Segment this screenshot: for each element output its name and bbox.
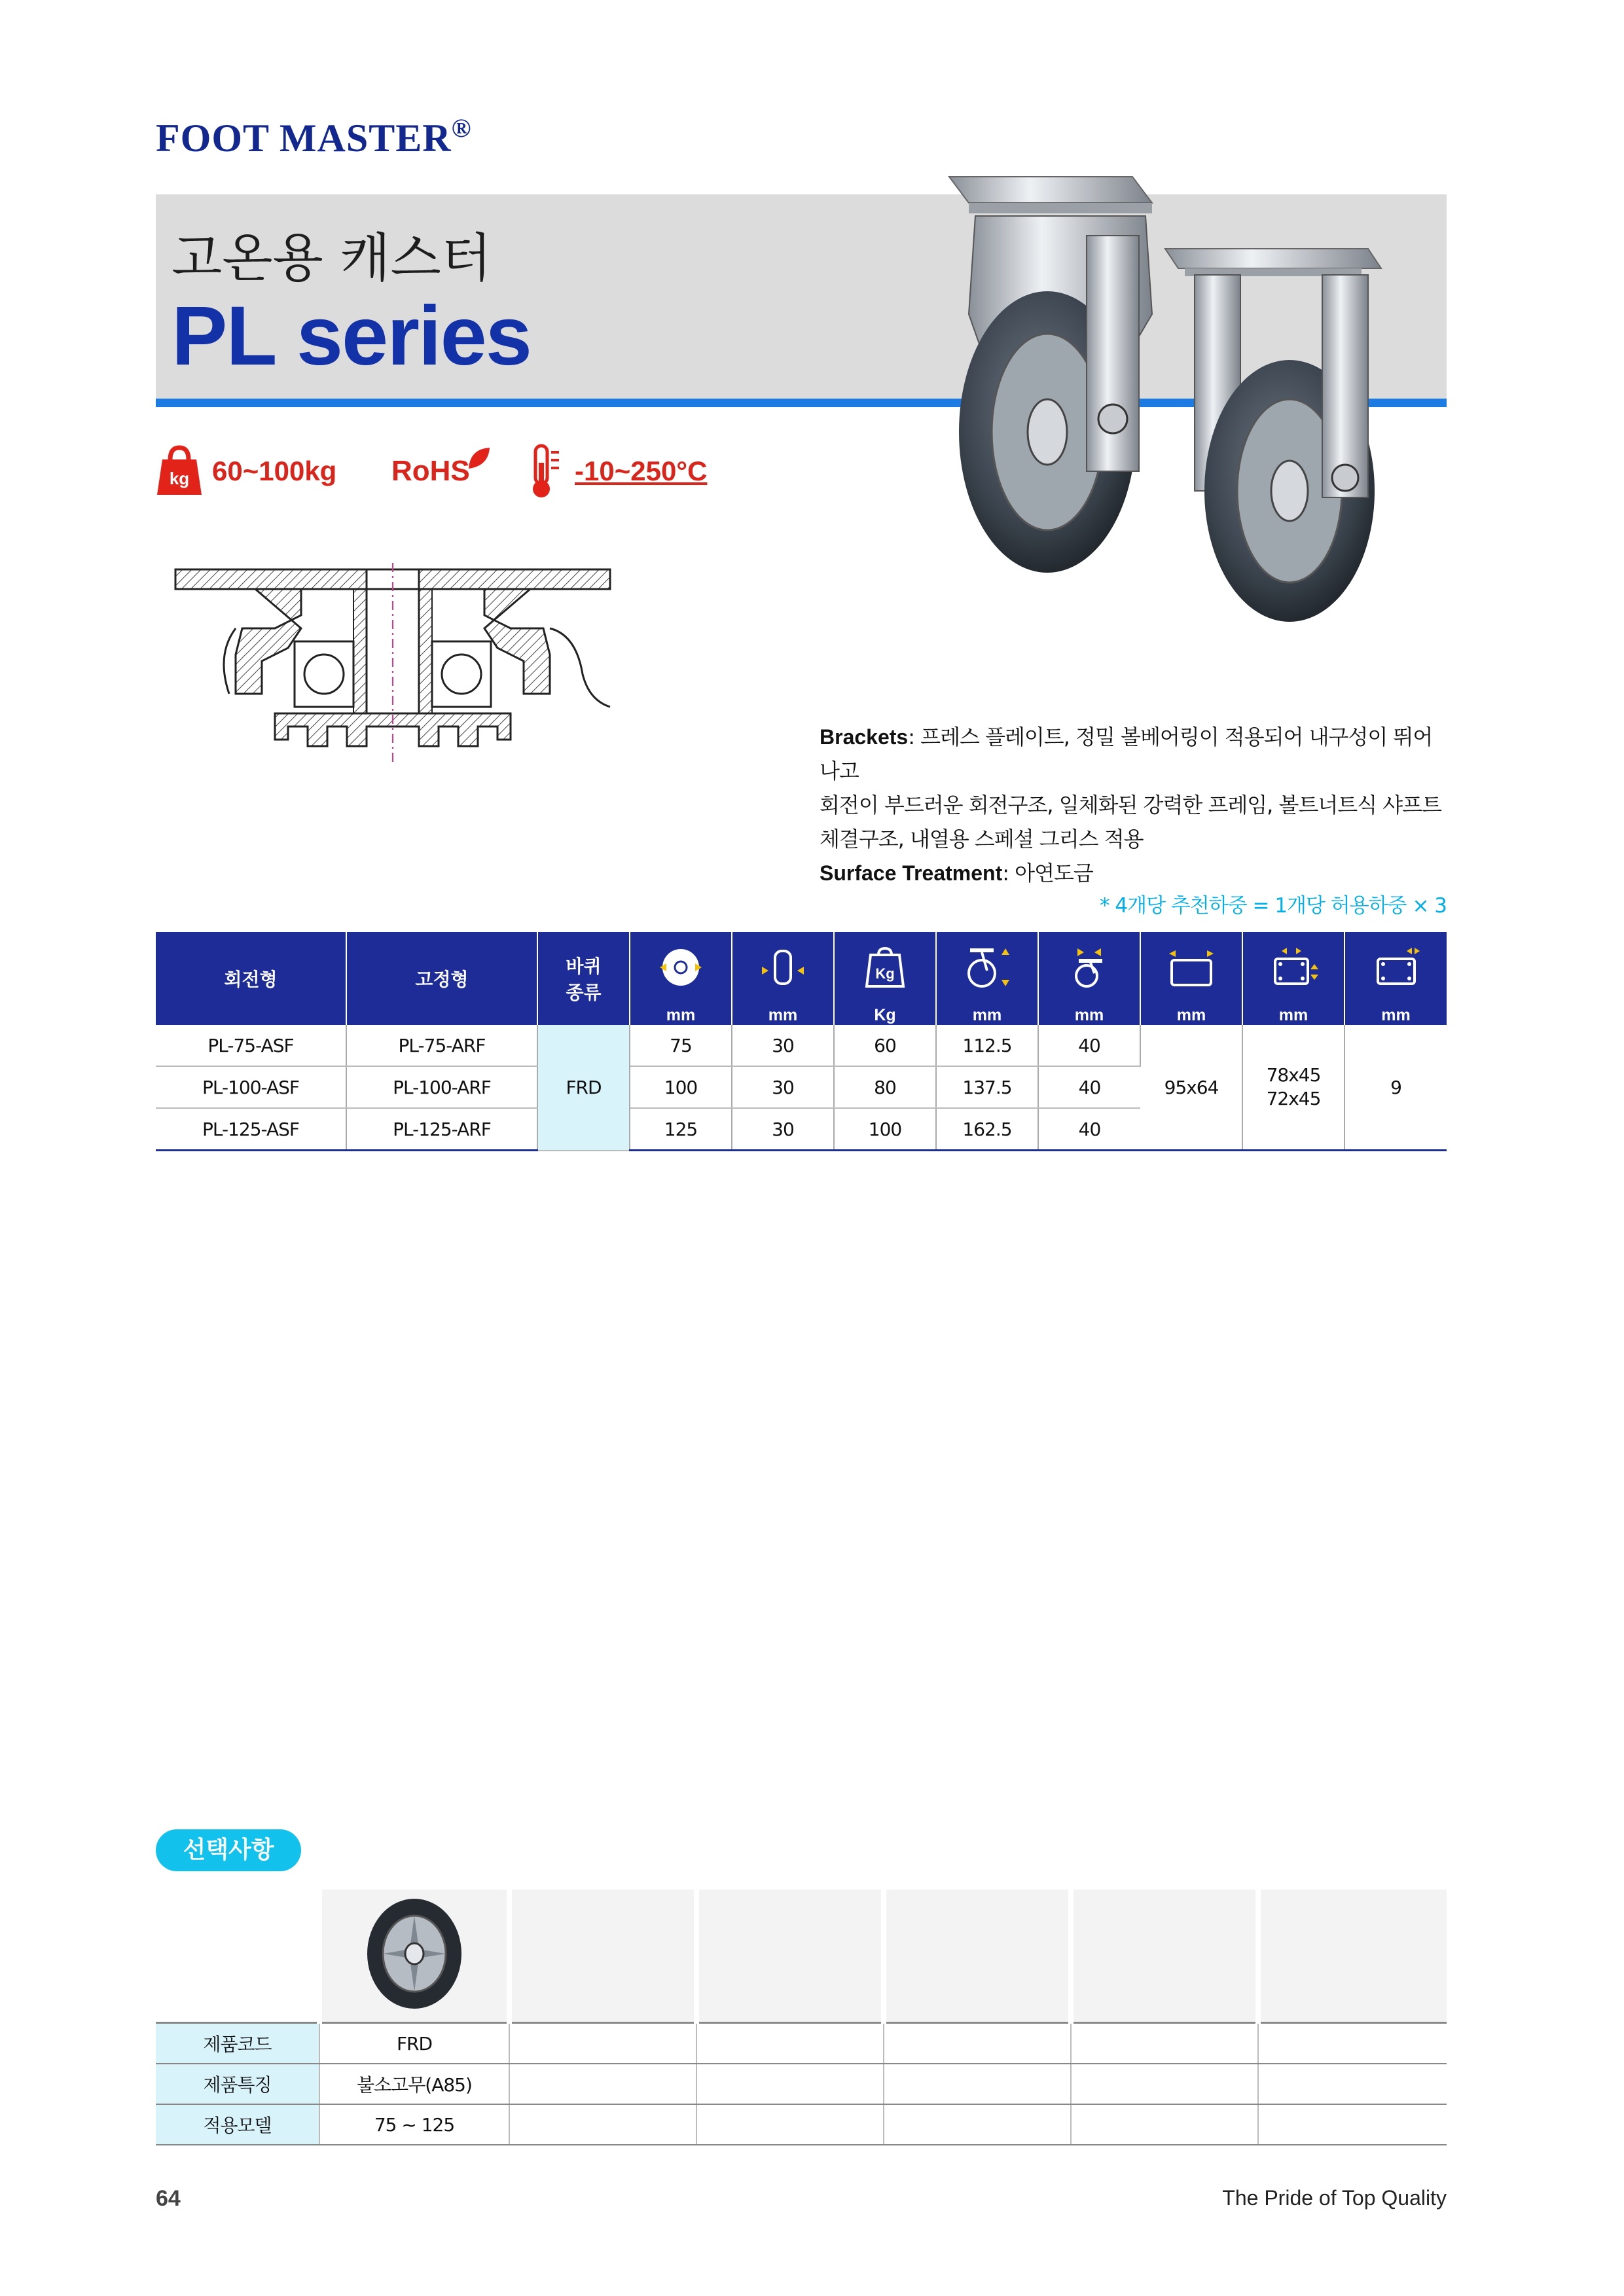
cell-rigid: PL-100-ARF: [346, 1066, 537, 1108]
cell-width: 30: [732, 1025, 834, 1066]
option-model: 75 ~ 125: [319, 2104, 509, 2145]
options-blank-cell: [156, 1890, 319, 2023]
caster-product-image: [871, 151, 1460, 622]
header-swivel: 회전형: [156, 932, 346, 1025]
option-image-cell-empty: [1071, 1890, 1258, 2023]
weight-icon-label: kg: [169, 469, 190, 488]
empty-cell: [884, 2104, 1071, 2145]
cell-height: 137.5: [936, 1066, 1038, 1108]
header-plate-size: [1140, 932, 1242, 1005]
product-description: [820, 720, 1448, 890]
cell-rigid: PL-125-ARF: [346, 1108, 537, 1151]
empty-cell: [696, 2104, 884, 2145]
unit-load: Kg: [834, 1005, 936, 1025]
leaf-icon: [466, 445, 492, 471]
wheel-diameter-icon: [655, 944, 707, 990]
unit-bolt-hole: mm: [1344, 1005, 1447, 1025]
page-number: 64: [156, 2186, 181, 2211]
bolt-spacing-icon: [1267, 944, 1320, 990]
temperature-range: -10~250°C: [575, 456, 708, 486]
cell-rigid: PL-75-ARF: [346, 1025, 537, 1066]
cell-diameter: 100: [630, 1066, 732, 1108]
header-wheel-type: [537, 932, 630, 1025]
series-title: PL series: [171, 289, 531, 383]
cell-offset: 40: [1038, 1108, 1140, 1151]
footer-tagline: The Pride of Top Quality: [1222, 2186, 1447, 2210]
weight-icon: [156, 445, 203, 497]
header-rigid: 고정형: [346, 932, 537, 1025]
option-image-cell-empty: [509, 1890, 696, 2023]
options-table: [156, 1890, 1447, 2145]
bearing-cross-section-diagram: [170, 563, 615, 772]
empty-cell: [509, 2064, 696, 2104]
brackets-text-1: : 프레스 플레이트, 정밀 볼베어링이 적용되어 내구성이 뛰어나고: [820, 725, 1433, 783]
bolt-spacing-1: 78x45: [1266, 1064, 1321, 1086]
registered-mark: ®: [451, 113, 472, 143]
cell-width: 30: [732, 1108, 834, 1151]
header-bolt-spacing: [1242, 932, 1344, 1005]
table-row: [156, 2023, 1447, 2064]
cell-width: 30: [732, 1066, 834, 1108]
header-wheel-type-line-2: 종류: [566, 982, 602, 1003]
label-model: 적용모델: [156, 2104, 319, 2145]
brackets-line-2: 회전이 부드러운 회전구조, 일체화된 강력한 프레임, 볼트너트식 샤프트: [820, 793, 1441, 817]
empty-cell: [884, 2023, 1071, 2064]
frd-wheel-image: [362, 1895, 467, 2013]
unit-offset: mm: [1038, 1005, 1140, 1025]
cell-bolt-spacing: [1242, 1025, 1344, 1151]
load-note: * 4개당 추천하중 = 1개당 허용하중 × 3: [1100, 894, 1447, 918]
rigid-caster: [1165, 249, 1381, 622]
empty-cell: [696, 2064, 884, 2104]
option-image-cell-empty: [696, 1890, 884, 2023]
cell-swivel: PL-100-ASF: [156, 1066, 346, 1108]
cell-diameter: 125: [630, 1108, 732, 1151]
option-image-cell-empty: [1258, 1890, 1447, 2023]
unit-bolt-spacing: mm: [1242, 1005, 1344, 1025]
load-spec: [156, 445, 336, 497]
label-feature: 제품특징: [156, 2064, 319, 2104]
kg-weight-icon: [859, 944, 911, 990]
swivel-offset-icon: [1063, 944, 1115, 990]
surface-label: Surface Treatment: [820, 861, 1003, 885]
empty-cell: [1071, 2064, 1258, 2104]
surface-line: [820, 856, 1448, 890]
spec-table: [156, 932, 1447, 1151]
empty-cell: [884, 2064, 1071, 2104]
swivel-caster: [949, 177, 1152, 573]
cell-load: 100: [834, 1108, 936, 1151]
cell-bolt-hole: 9: [1344, 1025, 1447, 1151]
cell-load: 60: [834, 1025, 936, 1066]
unit-plate-size: mm: [1140, 1005, 1242, 1025]
thermometer-icon: [528, 443, 563, 499]
empty-cell: [1258, 2023, 1447, 2064]
brand-logo: [156, 113, 472, 161]
wheel-width-icon: [757, 944, 809, 990]
option-image-cell-empty: [884, 1890, 1071, 2023]
caster-height-icon: [961, 944, 1013, 990]
header-height: [936, 932, 1038, 1005]
empty-cell: [1258, 2064, 1447, 2104]
option-image-cell: [319, 1890, 509, 2023]
rohs-label: RoHS: [391, 455, 470, 487]
cell-swivel: PL-125-ASF: [156, 1108, 346, 1151]
cell-offset: 40: [1038, 1066, 1140, 1108]
kg-weight-icon-label: Kg: [875, 965, 895, 982]
header-width: [732, 932, 834, 1005]
empty-cell: [509, 2023, 696, 2064]
plate-size-icon: [1165, 944, 1218, 990]
header-offset: [1038, 932, 1140, 1005]
unit-height: mm: [936, 1005, 1038, 1025]
bolt-hole-icon: [1370, 944, 1422, 990]
header-diameter: [630, 932, 732, 1005]
surface-text: : 아연도금: [1002, 861, 1093, 886]
cell-load: 80: [834, 1066, 936, 1108]
empty-cell: [696, 2023, 884, 2064]
header-wheel-type-line-1: 바퀴: [566, 956, 602, 977]
temperature-spec: [528, 445, 707, 497]
cell-wheel-type: FRD: [537, 1025, 630, 1151]
empty-cell: [1071, 2023, 1258, 2064]
table-row: [156, 2064, 1447, 2104]
option-feature: 불소고무(A85): [319, 2064, 509, 2104]
load-range: 60~100kg: [212, 456, 337, 486]
options-pill: 선택사항: [156, 1829, 301, 1871]
brackets-line-3: 체결구조, 내열용 스페셜 그리스 적용: [820, 827, 1144, 852]
cell-height: 112.5: [936, 1025, 1038, 1066]
table-row: [156, 1025, 1447, 1066]
brackets-label: Brackets: [820, 725, 909, 749]
brackets-line-1: [820, 720, 1448, 788]
cell-plate-size: 95x64: [1140, 1025, 1242, 1151]
brand-name: FOOT MASTER: [156, 117, 452, 160]
unit-width: mm: [732, 1005, 834, 1025]
rohs-spec: [391, 445, 492, 497]
header-bolt-hole: [1344, 932, 1447, 1005]
cell-diameter: 75: [630, 1025, 732, 1066]
label-code: 제품코드: [156, 2023, 319, 2064]
header-load: [834, 932, 936, 1005]
cell-offset: 40: [1038, 1025, 1140, 1066]
empty-cell: [1071, 2104, 1258, 2145]
table-row: [156, 2104, 1447, 2145]
cell-swivel: PL-75-ASF: [156, 1025, 346, 1066]
cell-height: 162.5: [936, 1108, 1038, 1151]
korean-title: 고온용 캐스터: [171, 228, 492, 289]
bolt-spacing-2: 72x45: [1266, 1088, 1321, 1109]
empty-cell: [1258, 2104, 1447, 2145]
unit-diameter: mm: [630, 1005, 732, 1025]
empty-cell: [509, 2104, 696, 2145]
option-code: FRD: [319, 2023, 509, 2064]
